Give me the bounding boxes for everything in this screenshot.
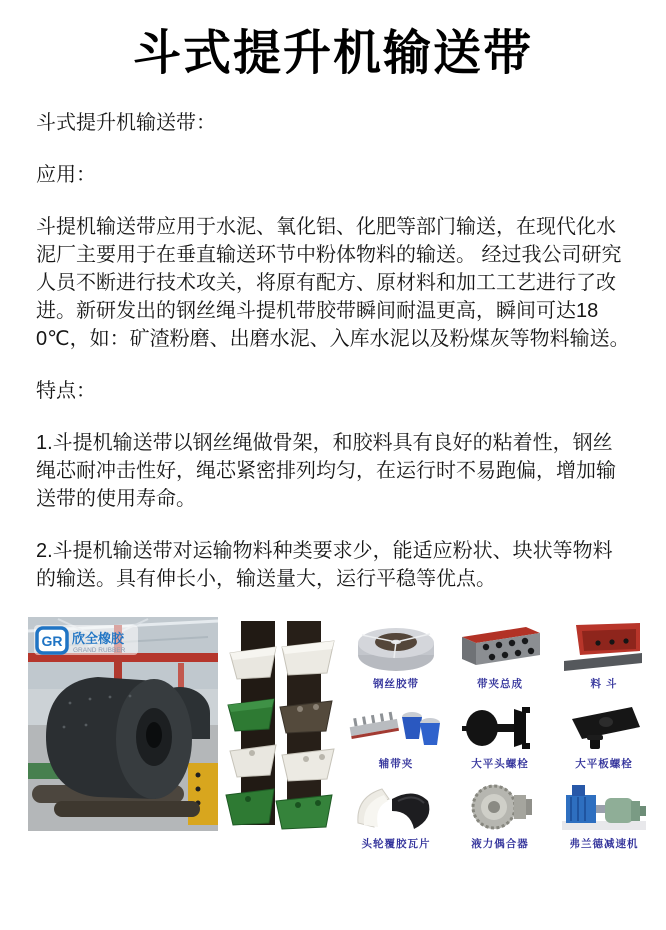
product-item (556, 781, 652, 851)
logo-monogram: GR (41, 633, 63, 649)
description-body (0, 109, 666, 593)
application-heading: 应用： (36, 164, 96, 186)
steel-cord-belt-image (348, 621, 444, 673)
intro-label: 斗式提升机输送带： (36, 112, 216, 134)
flender-reducer-image (556, 781, 652, 833)
belt-clamp-assembly-image (452, 621, 548, 673)
flat-plate-bolt-image (556, 701, 652, 753)
bucket-white (282, 641, 334, 675)
product-label: 大平板螺栓 (575, 758, 633, 770)
bucket-white (230, 647, 276, 679)
product-item (452, 701, 548, 771)
fluid-coupling-image (452, 781, 548, 833)
product-label: 液力偶合器 (471, 838, 529, 850)
factory-belt-roll-illustration (28, 617, 218, 831)
logo-name-cn: 欣全橡胶 (72, 631, 125, 646)
product-item (556, 701, 652, 771)
logo-name-en: GRAND RUBBER (73, 647, 126, 654)
product-label: 料 斗 (590, 678, 618, 690)
factory-belt-roll-photo (28, 617, 218, 831)
product-item (452, 621, 548, 691)
elevator-buckets-photo (224, 617, 342, 831)
application-text: 斗提机输送带应用于水泥、氧化铝、化肥等部门输送，在现代化水泥厂主要用于在垂直输送环节中粉体物料的输送。 经过我公司研究人员不断进行技术攻关，将原有配方、原材料和加工工艺进行了改进。新研发出的钢丝绳斗提机带胶带瞬间耐温更高，瞬间可达180℃，如：矿渣粉磨、出磨水泥、入库水泥以及粉煤灰等物料输送。 (36, 216, 630, 350)
aux-belt-clamp-image (348, 701, 444, 753)
page-title: 斗式提升机输送带 (132, 27, 533, 80)
belt-roll-shape (46, 677, 192, 799)
product-label: 带夹总成 (477, 678, 523, 690)
product-item (348, 781, 444, 851)
bucket-metal (280, 701, 332, 733)
product-label: 钢丝胶带 (373, 678, 419, 690)
head-pulley-lagging-image (348, 781, 444, 833)
product-grid (348, 617, 652, 851)
product-item (556, 621, 652, 691)
brand-logo (34, 625, 138, 655)
hopper-image (556, 621, 652, 673)
bucket-white (230, 745, 276, 777)
bucket-green (228, 699, 274, 731)
bucket-green (226, 789, 274, 825)
product-item (348, 621, 444, 691)
elevator-buckets-illustration (224, 617, 342, 831)
product-label: 头轮覆胶瓦片 (361, 838, 431, 850)
feature-1-text: 1.斗提机输送带以钢丝绳做骨架，和胶料具有良好的粘着性，钢丝绳芯耐冲击性好，绳芯紧密排列均匀，在运行时不易跑偏，增加输送带的使用寿命。 (36, 432, 616, 510)
product-label: 弗兰德减速机 (569, 838, 639, 850)
product-item (348, 701, 444, 771)
bucket-green (276, 795, 332, 829)
features-heading: 特点： (36, 380, 96, 402)
product-label: 大平头螺栓 (471, 758, 529, 770)
product-label: 辅带夹 (378, 758, 414, 770)
image-gallery (28, 617, 648, 851)
product-item (452, 781, 548, 851)
bucket-white (282, 749, 334, 781)
blue-cups (402, 712, 440, 745)
feature-2-text: 2.斗提机输送带对运输物料种类要求少，能适应粉状、块状等物料的输送。具有伸长小，输送量大，运行平稳等优点。 (36, 540, 613, 590)
flat-head-bolt-image (452, 701, 548, 753)
